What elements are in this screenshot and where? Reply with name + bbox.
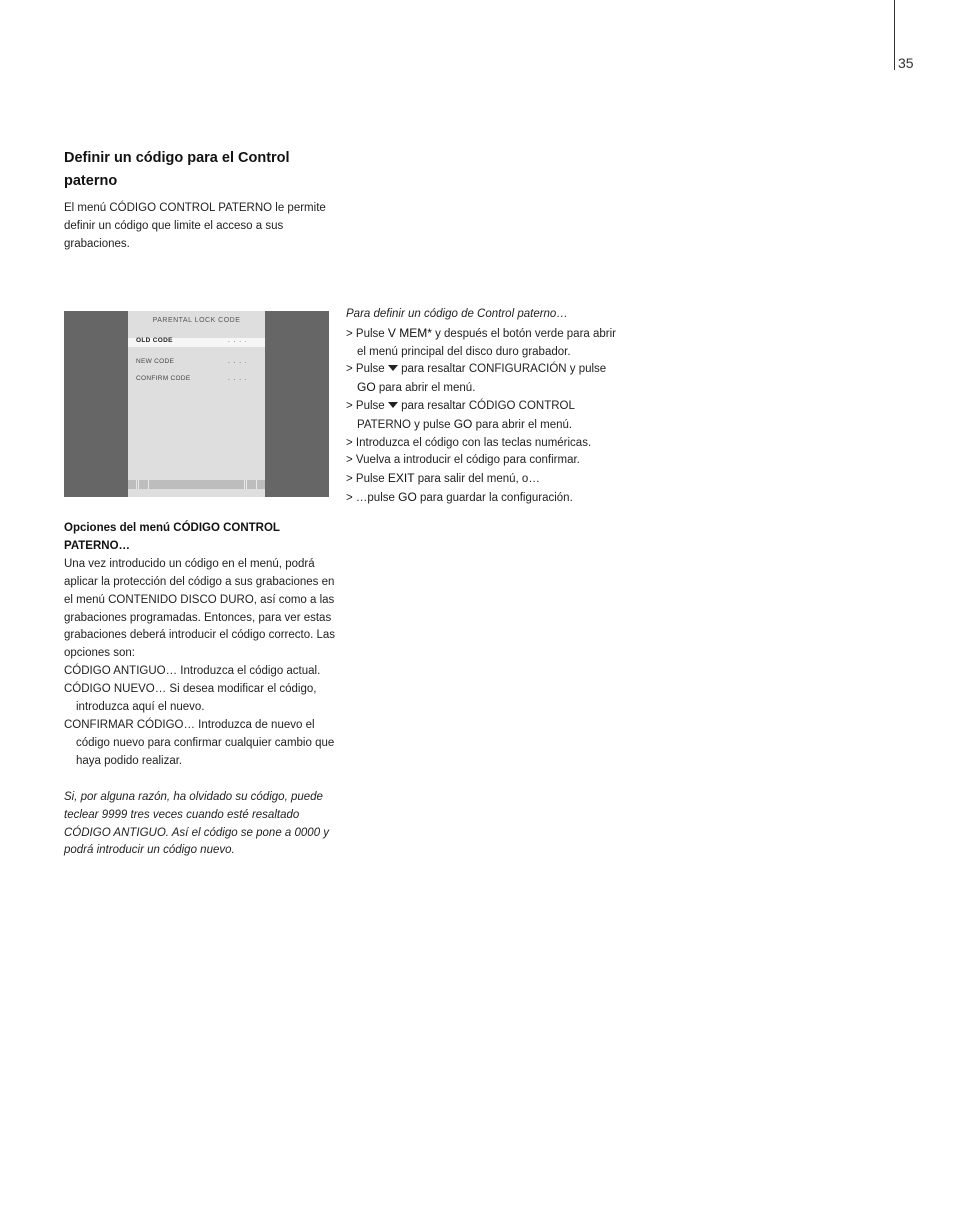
step-text: para resaltar CONFIGURACIÓN y pulse <box>397 363 607 376</box>
forgotten-code-note: Si, por alguna razón, ha olvidado su código, puede teclear 9999 tres veces cuando esté resaltado CÓDIGO ANTIGUO. Así el código se pone a 0000 y podrá introducir un código nuevo. <box>64 790 330 857</box>
key-label: EXIT <box>387 471 415 486</box>
step-text: para resaltar CÓDIGO CONTROL PATERNO y pulse <box>357 399 575 431</box>
page-edge-rule <box>894 0 895 70</box>
step-text: para guardar la configuración. <box>416 491 573 504</box>
key-label: GO <box>453 416 473 431</box>
menu-row-old-code: OLD CODE <box>136 337 173 344</box>
section-heading: Definir un código para el Control paterno <box>64 150 290 189</box>
procedure-step <box>346 489 626 508</box>
intro-paragraph: El menú CÓDIGO CONTROL PATERNO le permite definir un código que limite el acceso a sus grabaciones. <box>64 202 326 250</box>
step-text: > Pulse <box>346 363 388 376</box>
step-text: > Pulse <box>346 327 388 340</box>
page-number: 35 <box>898 55 914 71</box>
step-text: para salir del menú, o… <box>414 473 540 486</box>
procedure-step <box>346 470 626 489</box>
step-text: para abrir el menú. <box>472 418 573 431</box>
options-block <box>64 520 339 860</box>
option-item: CÓDIGO ANTIGUO… Introduzca el código actual. <box>64 665 321 678</box>
down-arrow-icon <box>388 365 398 371</box>
menu-screen-illustration <box>64 311 329 497</box>
procedure-block <box>346 306 626 508</box>
down-arrow-icon <box>388 402 398 408</box>
bar-divider <box>256 480 257 489</box>
menu-title: PARENTAL LOCK CODE <box>152 317 241 324</box>
step-text: > …pulse <box>346 491 399 504</box>
key-label: GO <box>357 380 376 395</box>
bar-divider <box>244 480 245 489</box>
parental-lock-menu <box>128 311 265 497</box>
procedure-step: > Introduzca el código con las teclas numéricas. <box>346 436 592 449</box>
procedure-step <box>346 398 626 435</box>
menu-row-new-code: NEW CODE <box>136 358 175 365</box>
procedure-title: Para definir un código de Control paterno… <box>346 308 568 320</box>
menu-value-confirm-code: . . . . <box>228 375 248 382</box>
bar-divider <box>138 480 139 489</box>
key-label: V MEM* <box>387 325 432 340</box>
menu-value-new-code: . . . . <box>228 358 248 365</box>
option-item: CONFIRMAR CÓDIGO… Introduzca de nuevo el código nuevo para confirmar cualquier cambio que haya podido realizar. <box>64 718 335 767</box>
bar-divider <box>246 480 247 489</box>
procedure-step <box>346 325 626 362</box>
procedure-step: > Vuelva a introducir el código para confirmar. <box>346 454 580 467</box>
option-item: CÓDIGO NUEVO… Si desea modificar el código, introduzca aquí el nuevo. <box>64 683 317 714</box>
step-text: y después el botón verde para abrir el menú principal del disco duro grabador. <box>357 327 617 358</box>
key-label: GO <box>398 489 417 504</box>
step-text: > Pulse <box>346 399 388 412</box>
options-body: Una vez introducido un código en el menú, podrá aplicar la protección del código a sus grabaciones en el menú CONTENIDO DISCO DURO, así como a las grabaciones programadas. Entonces, para ver estas grabaciones deberá introducir el código correcto. Las opciones son: <box>64 557 336 660</box>
menu-row-confirm-code: CONFIRM CODE <box>136 375 191 382</box>
menu-value-old-code: . . . . <box>228 337 248 344</box>
step-text: para abrir el menú. <box>375 382 476 395</box>
procedure-step <box>346 361 626 398</box>
options-title: Opciones del menú CÓDIGO CONTROL PATERNO… <box>64 522 280 552</box>
bar-divider <box>148 480 149 489</box>
step-text: > Pulse <box>346 473 388 486</box>
bar-divider <box>136 480 137 489</box>
